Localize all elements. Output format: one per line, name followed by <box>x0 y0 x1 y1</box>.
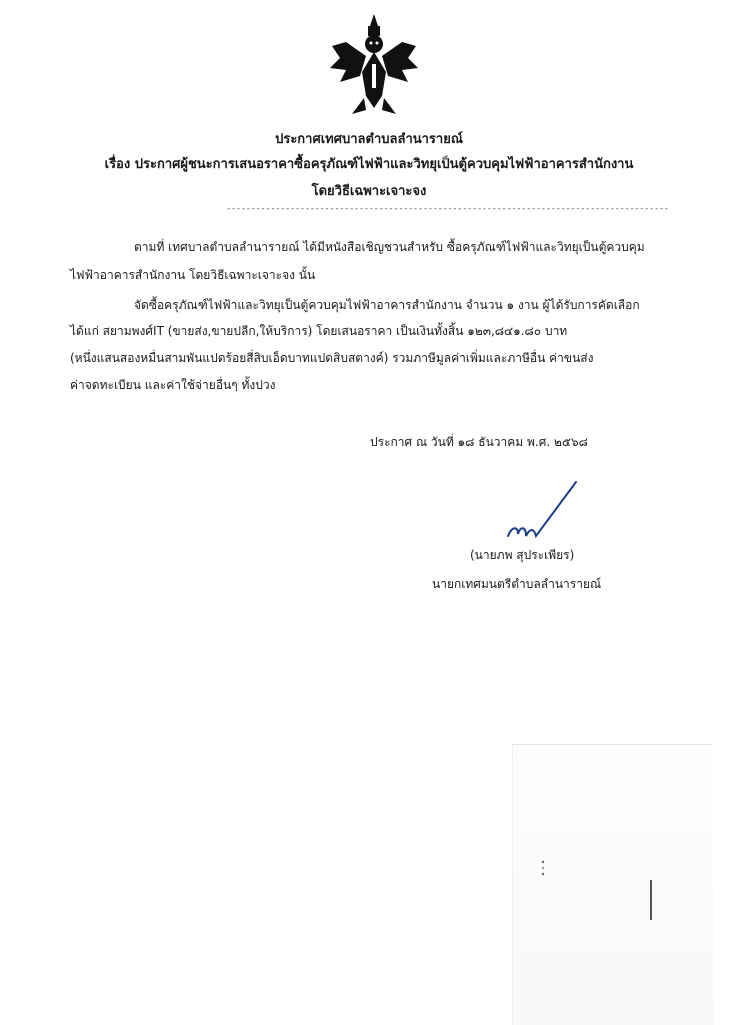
scan-speck <box>540 858 546 878</box>
announcement-subject: เรื่อง ประกาศผู้ชนะการเสนอราคาซื้อครุภัณฑ์ไฟฟ้าและวิทยุเป็นตู้ควบคุมไฟฟ้าอาคารสำนักงาน <box>104 157 634 172</box>
body-paragraph-1-line-1: ตามที่ เทศบาลตำบลลำนารายณ์ ได้มีหนังสือเชิญชวนสำหรับ ซื้อครุภัณฑ์ไฟฟ้าและวิทยุเป็นตู้ควบคุม <box>134 240 645 254</box>
body-paragraph-2-line-3: (หนึ่งแสนสองหมื่นสามพันแปดร้อยสี่สิบเอ็ดบาทแปดสิบสตางค์) รวมภาษีมูลค่าเพิ่มและภาษีอื่น ค่าขนส่ง <box>70 351 594 365</box>
announcement-title: ประกาศเทศบาลตำบลลำนารายณ์ <box>275 132 463 147</box>
body-paragraph-1-line-2: ไฟฟ้าอาคารสำนักงาน โดยวิธีเฉพาะเจาะจง นั้น <box>70 268 316 282</box>
divider-line: ------------------------------------------------------------------------------------------ <box>226 204 669 214</box>
signature-icon <box>500 478 580 544</box>
scan-mark <box>650 880 652 920</box>
signatory-position: นายกเทศมนตรีตำบลลำนารายณ์ <box>432 577 602 591</box>
faded-background-area <box>512 744 713 1025</box>
signatory-name: (นายภพ สุประเพียร) <box>470 548 575 562</box>
announcement-method: โดยวิธีเฉพาะเจาะจง <box>311 184 427 199</box>
garuda-emblem-icon <box>326 12 422 116</box>
body-paragraph-2-line-4: ค่าจดทะเบียน และค่าใช้จ่ายอื่นๆ ทั้งปวง <box>70 378 276 392</box>
body-paragraph-2-line-2: ได้แก่ สยามพงศ์IT (ขายส่ง,ขายปลีก,ให้บริการ) โดยเสนอราคา เป็นเงินทั้งสิ้น ๑๒๓,๘๔๑.๘๐ บาท <box>70 324 568 338</box>
body-paragraph-2-line-1: จัดซื้อครุภัณฑ์ไฟฟ้าและวิทยุเป็นตู้ควบคุมไฟฟ้าอาคารสำนักงาน จำนวน ๑ งาน ผู้ได้รับการคัดเลือก <box>134 298 640 312</box>
announcement-date: ประกาศ ณ วันที่ ๑๘ ธันวาคม พ.ศ. ๒๕๖๘ <box>370 435 588 449</box>
